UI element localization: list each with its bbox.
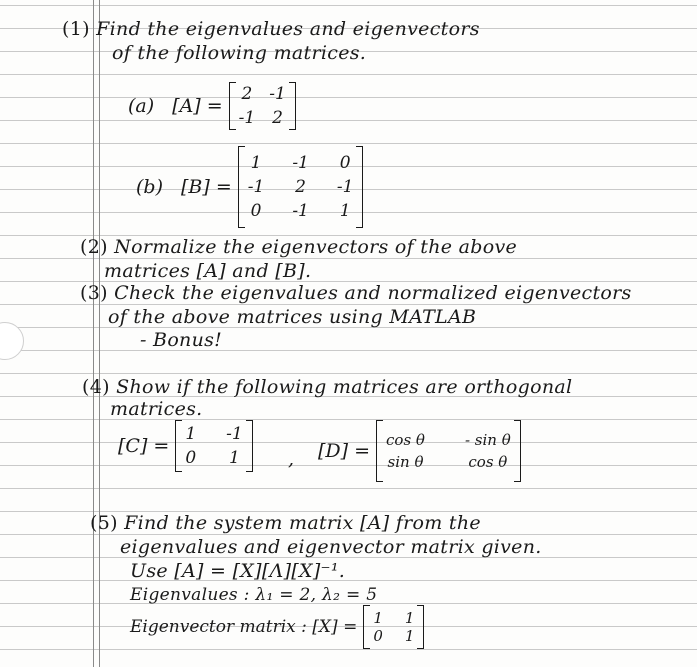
problem-4-text-1: Show if the following matrices are orthogonal — [116, 376, 573, 398]
matrix-b-cell: -1 — [292, 201, 309, 221]
matrix-c-cell: 1 — [185, 424, 197, 444]
matrix-a-cell: -1 — [269, 84, 286, 104]
problem-5-line-1 — [90, 512, 481, 534]
part-a-label: (a) — [128, 95, 155, 117]
matrix-d — [318, 420, 521, 482]
matrix-b — [136, 146, 363, 228]
problem-4-line-2: matrices. — [110, 398, 203, 420]
matrix-x-cell: 1 — [404, 627, 415, 645]
matrix-b-cell: 1 — [339, 201, 351, 221]
problem-5-line-4: Eigenvalues : λ₁ = 2, λ₂ = 5 — [130, 585, 378, 605]
matrix-b-body — [238, 146, 364, 228]
punch-hole — [0, 322, 24, 360]
problem-2-text-1: Normalize the eigenvectors of the above — [114, 236, 518, 258]
problem-4-line-1 — [82, 376, 572, 398]
matrix-d-body — [376, 420, 521, 482]
problem-5-text-1: Find the system matrix [A] from the — [124, 512, 481, 534]
margin-line — [93, 0, 94, 667]
matrix-x-cell: 0 — [373, 627, 383, 645]
problem-5-line-2: eigenvalues and eigenvector matrix given. — [120, 536, 542, 558]
problem-3-number: (3) — [80, 282, 108, 304]
margin-line — [99, 0, 100, 667]
matrix-d-name: [D] = — [318, 440, 371, 462]
matrix-b-cell: 0 — [250, 201, 262, 221]
matrix-d-cell: cos θ — [386, 431, 425, 449]
matrix-a-cell: 2 — [241, 84, 253, 104]
matrix-c-cell: -1 — [226, 424, 243, 444]
matrix-x — [130, 605, 424, 649]
matrix-b-cell: -1 — [247, 177, 265, 197]
matrix-b-cell: 0 — [339, 153, 351, 173]
problem-5-number: (5) — [90, 512, 118, 534]
problem-4-number: (4) — [82, 376, 110, 398]
part-b-label: (b) — [136, 176, 163, 198]
matrix-b-cell: 1 — [250, 153, 262, 173]
problem-1-line-1 — [62, 18, 480, 40]
matrix-d-cell: - sin θ — [464, 431, 511, 449]
problem-5-line-3: Use [A] = [X][Λ][X]⁻¹. — [130, 560, 346, 582]
matrix-c-cell: 0 — [185, 448, 197, 468]
matrix-b-cell: -1 — [336, 177, 354, 197]
matrix-c-body — [175, 420, 252, 472]
problem-3-line-2: of the above matrices using MATLAB — [108, 306, 477, 328]
matrix-x-body — [363, 605, 424, 649]
problem-1-line-2: of the following matrices. — [112, 42, 367, 64]
matrix-c-cell: 1 — [229, 448, 240, 468]
problem-1-number: (1) — [62, 18, 90, 40]
matrix-a-label — [128, 82, 229, 130]
matrix-b-cell: -1 — [292, 153, 309, 173]
problem-2-line-1 — [80, 236, 517, 258]
problem-2-line-2: matrices [A] and [B]. — [104, 260, 312, 282]
matrix-b-cell: 2 — [295, 177, 306, 197]
problem-3-line-3: - Bonus! — [140, 329, 223, 351]
problem-1-text-1: Find the eigenvalues and eigenvectors — [96, 18, 480, 40]
matrix-a-cell: 2 — [272, 108, 283, 128]
problem-2-number: (2) — [80, 236, 108, 258]
matrix-c-name: [C] = — [118, 435, 170, 457]
matrix-x-cell: 1 — [373, 609, 383, 627]
matrix-d-cell: cos θ — [468, 453, 508, 471]
problem-3-text-1: Check the eigenvalues and normalized eigenvectors — [114, 282, 632, 304]
matrix-b-name: [B] = — [181, 176, 232, 198]
matrix-separator: , — [288, 448, 295, 470]
matrix-c — [118, 420, 253, 472]
matrix-a-cell: -1 — [238, 108, 256, 128]
matrix-a-body — [229, 82, 296, 130]
problem-3-line-1 — [80, 282, 632, 304]
problem-5-line-5: Eigenvector matrix : [X] = — [130, 617, 358, 637]
matrix-x-cell: 1 — [404, 609, 415, 627]
matrix-b-label — [136, 146, 238, 228]
matrix-d-cell: sin θ — [387, 453, 424, 471]
matrix-a-name: [A] = — [172, 95, 223, 117]
matrix-a — [128, 82, 296, 130]
